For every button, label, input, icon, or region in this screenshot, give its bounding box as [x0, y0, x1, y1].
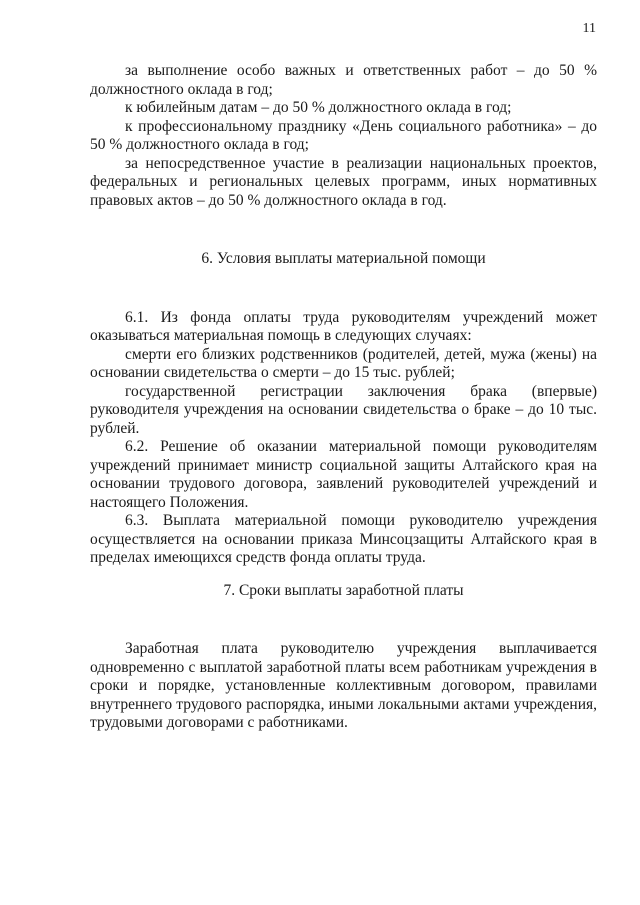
section-6-case-death: смерти его близких родственников (родителей, детей, мужа (жены) на основании свидетельства о смерти – до 15 тыс. рублей; [90, 345, 597, 381]
section-6-paragraph-6-1: 6.1. Из фонда оплаты труда руководителям учреждений может оказываться материальная помощь в следующих случаях: [90, 308, 597, 344]
intro-item-anniversary: к юбилейным датам – до 50 % должностного оклада в год; [125, 99, 512, 116]
document-body [90, 62, 597, 733]
intro-item-professional-holiday: к профессиональному празднику «День социального работника» – до 50 % должностного оклада в год; [90, 117, 597, 153]
section-7-paragraph: Заработная плата руководителю учреждения выплачивается одновременно с выплатой заработной платы всем работникам учреждения в сроки и порядке, установленные коллективным договором, правилами внутреннего трудового распорядка, иными локальными актами учреждения, трудовыми договорами с работниками. [90, 640, 597, 731]
section-7-heading: 7. Сроки выплаты заработной платы [223, 581, 464, 599]
section-6-case-marriage: государственной регистрации заключения брака (впервые) руководителя учреждения на основании свидетельства о браке – до 10 тыс. рублей. [90, 382, 597, 437]
section-6-paragraph-6-3: 6.3. Выплата материальной помощи руководителю учреждения осуществляется на основании приказа Минсоцзащиты Алтайского края в пределах имеющихся средств фонда оплаты труда. [90, 512, 597, 566]
page-number: 11 [582, 21, 596, 36]
section-6-heading: 6. Условия выплаты материальной помощи [201, 250, 486, 267]
section-6-paragraph-6-2: 6.2. Решение об оказании материальной помощи руководителям учреждений принимает министр социальной защиты Алтайского края на основании трудового договора, заявлений руководителей учреждений и настоящего Положения. [90, 438, 597, 511]
intro-item-bonus-important-work: за выполнение особо важных и ответственных работ – до 50 % должностного оклада в год; [90, 62, 597, 98]
intro-item-national-projects: за непосредственное участие в реализации национальных проектов, федеральных и региональных целевых программ, иных нормативных правовых актов – до 50 % должностного оклада в год. [90, 154, 597, 209]
